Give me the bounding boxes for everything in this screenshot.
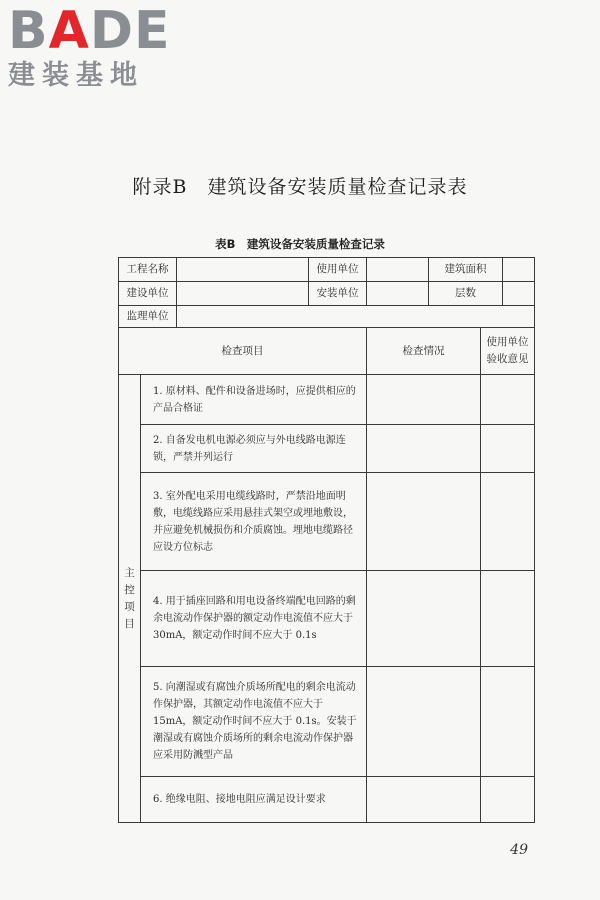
label-building-area: 建筑面积 (429, 258, 503, 282)
table-row (119, 667, 535, 777)
value-installation-unit (367, 282, 429, 306)
column-header-item: 检查项目 (119, 328, 367, 375)
item-text: 2. 自备发电机电源必须应与外电线路电源连锁，严禁并列运行 (141, 425, 367, 473)
label-installation-unit: 安装单位 (309, 282, 367, 306)
item-opinion (481, 425, 535, 473)
value-building-area (503, 258, 535, 282)
item-opinion (481, 571, 535, 667)
value-user-unit (367, 258, 429, 282)
item-text: 3. 室外配电采用电缆线路时，严禁沿地面明敷，电缆线路应采用悬挂式架空或埋地敷设，并应避免机械损伤和介质腐蚀。埋地电缆路径应设方位标志 (141, 473, 367, 571)
table-row (119, 425, 535, 473)
value-floors (503, 282, 535, 306)
column-header-opinion (481, 328, 535, 375)
header-row (119, 306, 535, 328)
header-row (119, 282, 535, 306)
item-status (367, 473, 481, 571)
table-caption: 表B 建筑设备安装质量检查记录 (215, 237, 385, 251)
header-row (119, 258, 535, 282)
item-opinion (481, 473, 535, 571)
item-opinion (481, 375, 535, 425)
item-status (367, 571, 481, 667)
item-status (367, 667, 481, 777)
logo-subtitle: 建装基地 (8, 60, 144, 91)
label-construction-unit: 建设单位 (119, 282, 177, 306)
item-text: 6. 绝缘电阻、接地电阻应满足设计要求 (141, 777, 367, 823)
value-supervision-unit (177, 306, 535, 328)
table-row (119, 571, 535, 667)
item-text: 5. 向潮湿或有腐蚀介质场所配电的剩余电流动作保护器，其额定动作电流值不应大于 15mA，额定动作时间不应大于 0.1s。安装于潮湿或有腐蚀介质场所的剩余电流动作保护器应采用防溅型产品 (141, 667, 367, 777)
bade-logo (8, 1, 171, 92)
category-main-control-items: 主 控 项 目 (119, 375, 141, 823)
item-status (367, 375, 481, 425)
column-header-row (119, 328, 535, 375)
logo-wordmark: BADE (8, 1, 171, 61)
item-text: 1. 原材料、配件和设备进场时，应提供相应的产品合格证 (141, 375, 367, 425)
column-header-opinion-line2: 验收意见 (486, 353, 529, 365)
table-row (119, 375, 535, 425)
appendix-title: 附录B 建筑设备安装质量检查记录表 (132, 176, 468, 198)
label-project-name: 工程名称 (119, 258, 177, 282)
label-floors: 层数 (429, 282, 503, 306)
value-construction-unit (177, 282, 309, 306)
item-status (367, 777, 481, 823)
column-header-status: 检查情况 (367, 328, 481, 375)
value-project-name (177, 258, 309, 282)
item-text: 4. 用于插座回路和用电设备终端配电回路的剩余电流动作保护器的额定动作电流值不应大于 30mA，额定动作时间不应大于 0.1s (141, 571, 367, 667)
label-user-unit: 使用单位 (309, 258, 367, 282)
page-number: 49 (510, 842, 528, 858)
item-status (367, 425, 481, 473)
table-row (119, 473, 535, 571)
item-opinion (481, 777, 535, 823)
item-opinion (481, 667, 535, 777)
table-row (119, 777, 535, 823)
label-supervision-unit: 监理单位 (119, 306, 177, 328)
inspection-record-table (118, 257, 535, 823)
column-header-opinion-line1: 使用单位 (486, 336, 529, 348)
